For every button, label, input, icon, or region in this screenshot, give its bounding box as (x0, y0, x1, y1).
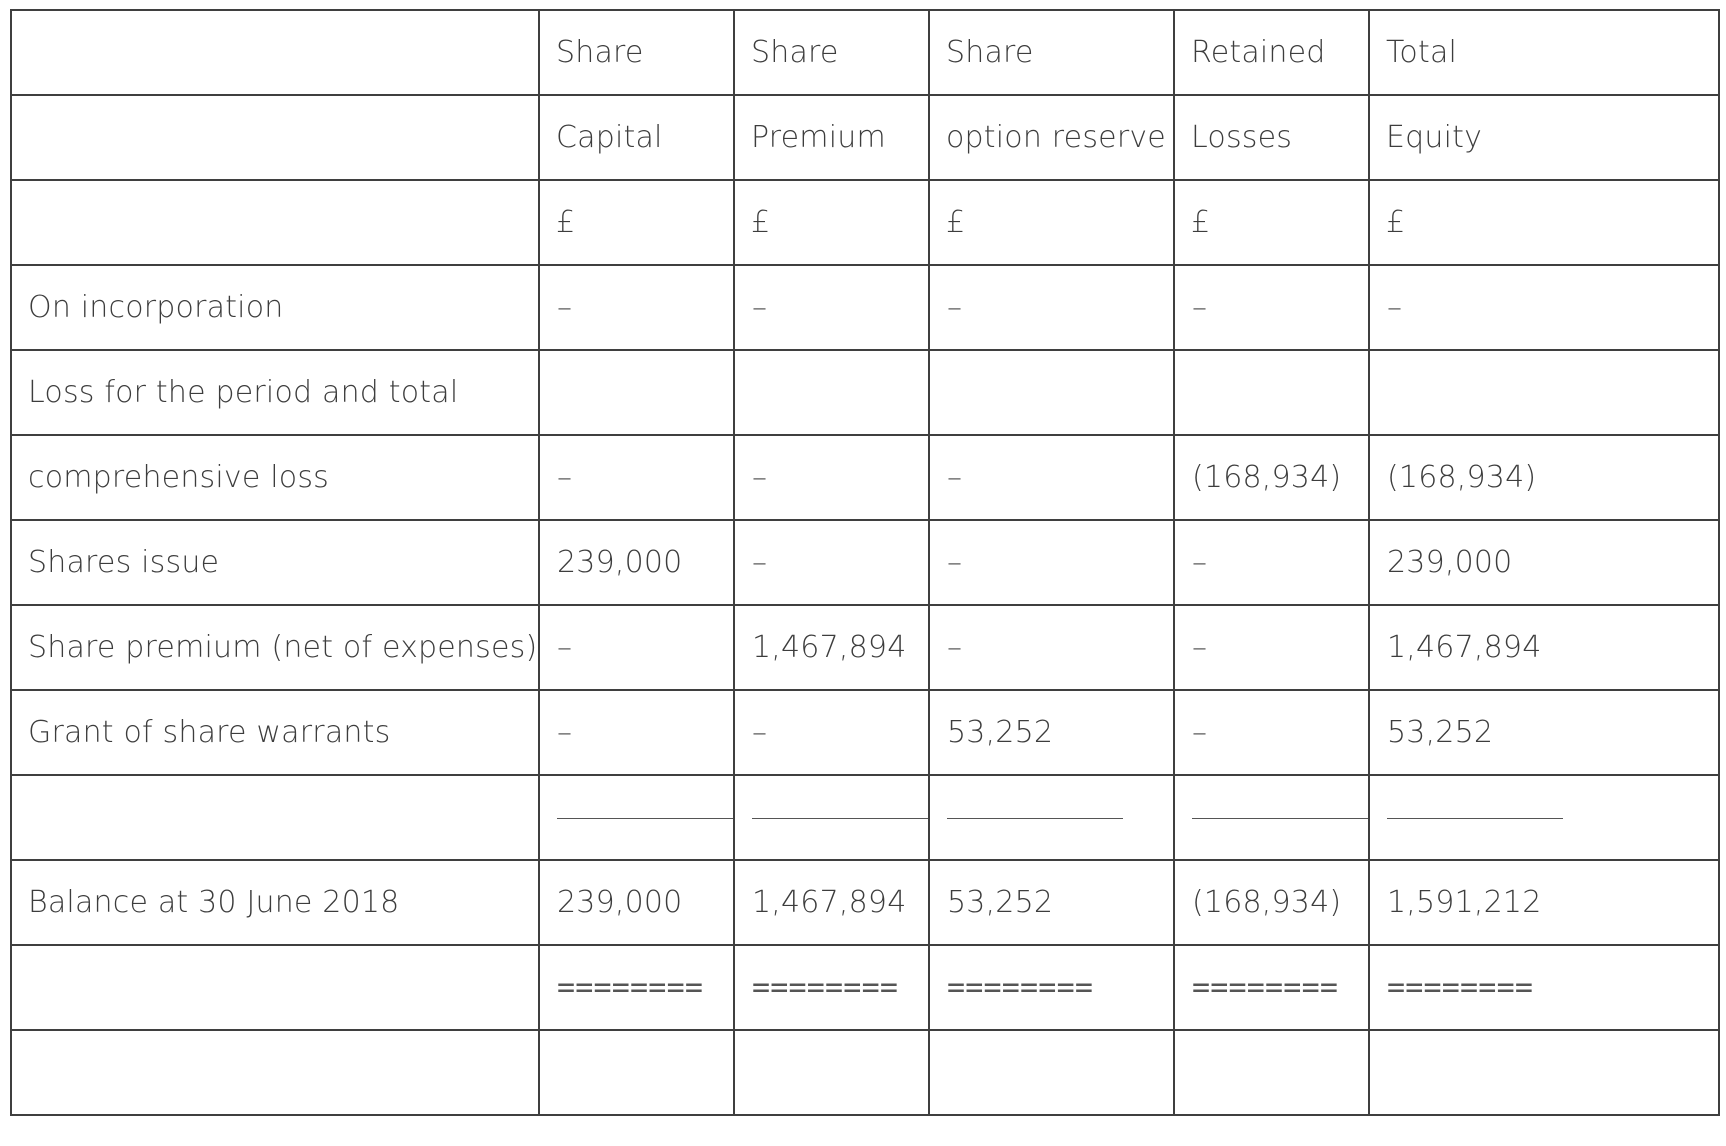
cell-retained-losses-rule (1174, 775, 1369, 860)
header-share-capital-line1: Share (539, 10, 734, 95)
header-share-premium-line1: Share (734, 10, 929, 95)
header-share-capital-line2: Capital (539, 95, 734, 180)
header-row-1-label (11, 10, 539, 95)
cell-share-premium: – (734, 690, 929, 775)
double-rule-retained-losses: ======== (1174, 945, 1369, 1030)
empty-cell (11, 1030, 539, 1115)
balance-share-premium: 1,467,894 (734, 860, 929, 945)
cell-share-capital: 239,000 (539, 520, 734, 605)
balance-retained-losses: (168,934) (1174, 860, 1369, 945)
row-label-on-incorporation: On incorporation (11, 265, 539, 350)
row-label-grant-of-share-warrants: Grant of share warrants (11, 690, 539, 775)
double-rule-row-label (11, 945, 539, 1030)
cell-share-premium (734, 350, 929, 435)
cell-retained-losses: – (1174, 520, 1369, 605)
balance-share-option-reserve: 53,252 (929, 860, 1174, 945)
cell-share-capital: – (539, 265, 734, 350)
header-row-2 (11, 95, 1719, 180)
balance-row (11, 860, 1719, 945)
header-row-2-label (11, 95, 539, 180)
underline-rule (1192, 818, 1368, 819)
cell-total-equity (1369, 350, 1719, 435)
cell-share-option-reserve: – (929, 605, 1174, 690)
cell-share-option-reserve: – (929, 520, 1174, 605)
balance-share-capital: 239,000 (539, 860, 734, 945)
cell-share-capital (539, 350, 734, 435)
currency-total-equity: £ (1369, 180, 1719, 265)
empty-row (11, 1030, 1719, 1115)
underline-rule (947, 818, 1123, 819)
cell-total-equity: (168,934) (1369, 435, 1719, 520)
empty-cell (539, 1030, 734, 1115)
cell-retained-losses: – (1174, 605, 1369, 690)
empty-cell (929, 1030, 1174, 1115)
currency-share-premium: £ (734, 180, 929, 265)
header-share-option-reserve-line2: option reserve (929, 95, 1174, 180)
cell-total-equity: 1,467,894 (1369, 605, 1719, 690)
empty-cell (1174, 1030, 1369, 1115)
cell-share-option-reserve: – (929, 435, 1174, 520)
underline-rule (1387, 818, 1563, 819)
cell-share-premium: 1,467,894 (734, 605, 929, 690)
row-label-share-premium: Share premium (net of expenses) (11, 605, 539, 690)
empty-cell (1369, 1030, 1719, 1115)
rule-row-label (11, 775, 539, 860)
cell-share-capital: – (539, 690, 734, 775)
header-row-1 (11, 10, 1719, 95)
row-label-comprehensive-loss: comprehensive loss (11, 435, 539, 520)
currency-retained-losses: £ (1174, 180, 1369, 265)
statement-of-changes-in-equity-table (10, 9, 1720, 1116)
cell-share-option-reserve: – (929, 265, 1174, 350)
currency-share-capital: £ (539, 180, 734, 265)
row-label-loss-for-period: Loss for the period and total (11, 350, 539, 435)
empty-cell (734, 1030, 929, 1115)
cell-total-equity: – (1369, 265, 1719, 350)
table-row (11, 265, 1719, 350)
cell-share-premium-rule (734, 775, 929, 860)
header-total-equity-line2: Equity (1369, 95, 1719, 180)
cell-retained-losses: (168,934) (1174, 435, 1369, 520)
cell-retained-losses: – (1174, 690, 1369, 775)
table-row (11, 605, 1719, 690)
cell-share-premium: – (734, 265, 929, 350)
cell-share-option-reserve (929, 350, 1174, 435)
double-rule-share-capital: ======== (539, 945, 734, 1030)
cell-retained-losses (1174, 350, 1369, 435)
double-rule-share-option-reserve: ======== (929, 945, 1174, 1030)
table-row (11, 435, 1719, 520)
header-currency-row (11, 180, 1719, 265)
cell-total-equity: 53,252 (1369, 690, 1719, 775)
cell-share-capital: – (539, 435, 734, 520)
table-row (11, 520, 1719, 605)
double-rule-row (11, 945, 1719, 1030)
cell-share-capital: – (539, 605, 734, 690)
cell-share-premium: – (734, 435, 929, 520)
underline-rule (752, 818, 928, 819)
cell-share-option-reserve-rule (929, 775, 1174, 860)
double-rule-total-equity: ======== (1369, 945, 1719, 1030)
header-retained-losses-line2: Losses (1174, 95, 1369, 180)
cell-retained-losses: – (1174, 265, 1369, 350)
row-label-balance: Balance at 30 June 2018 (11, 860, 539, 945)
balance-total-equity: 1,591,212 (1369, 860, 1719, 945)
underline-rule (557, 818, 733, 819)
header-share-option-reserve-line1: Share (929, 10, 1174, 95)
cell-share-capital-rule (539, 775, 734, 860)
header-share-premium-line2: Premium (734, 95, 929, 180)
row-label-shares-issue: Shares issue (11, 520, 539, 605)
currency-share-option-reserve: £ (929, 180, 1174, 265)
cell-total-equity-rule (1369, 775, 1719, 860)
table-row (11, 350, 1719, 435)
cell-total-equity: 239,000 (1369, 520, 1719, 605)
header-retained-losses-line1: Retained (1174, 10, 1369, 95)
table-row (11, 690, 1719, 775)
subtotal-rule-row (11, 775, 1719, 860)
header-total-equity-line1: Total (1369, 10, 1719, 95)
cell-share-premium: – (734, 520, 929, 605)
currency-row-label (11, 180, 539, 265)
cell-share-option-reserve: 53,252 (929, 690, 1174, 775)
double-rule-share-premium: ======== (734, 945, 929, 1030)
